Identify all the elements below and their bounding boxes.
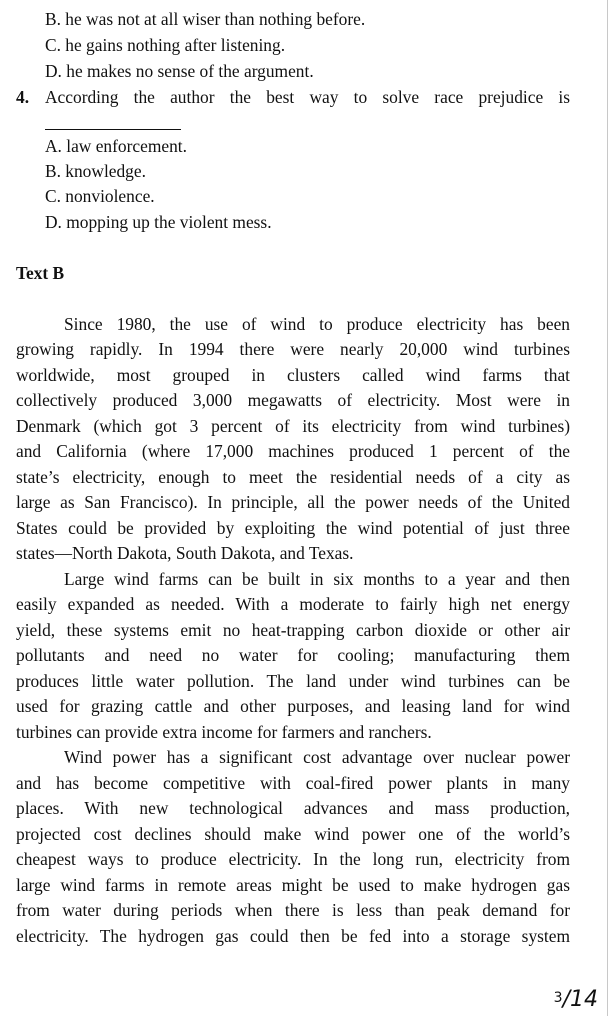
q3-option-d: D. he makes no sense of the argument. — [45, 61, 314, 81]
para2-line: yield, these systems emit no heat-trapping carbon dioxide or other air — [16, 620, 570, 640]
para1-line: worldwide, most grouped in clusters called wind farms that — [16, 365, 570, 385]
para2-line: turbines can provide extra income for farmers and ranchers. — [16, 722, 432, 742]
para3-line: and has become competitive with coal-fired power plants in many — [16, 773, 570, 793]
q3-option-c: C. he gains nothing after listening. — [45, 35, 286, 55]
para2-line: used for grazing cattle and other purposes, and leasing land for wind — [16, 696, 570, 716]
page-edge — [607, 0, 608, 1016]
para1-line: state’s electricity, enough to meet the residential needs of a city as — [16, 467, 570, 487]
q3-option-b: B. he was not at all wiser than nothing before. — [45, 9, 366, 29]
para1-line: states—North Dakota, South Dakota, and Texas. — [16, 543, 354, 563]
page-number: 3/14 — [553, 987, 598, 1012]
para3-line: electricity. The hydrogen gas could then be fed into a storage system — [16, 926, 570, 946]
para1-line: States could be provided by exploiting the wind potential of just three — [16, 518, 570, 538]
page-number-total: 14 — [570, 987, 598, 1012]
q4-option-b: B. knowledge. — [45, 161, 146, 181]
para2-line: Large wind farms can be built in six months to a year and then — [64, 569, 570, 589]
section-title: Text B — [16, 263, 65, 283]
para2-line: pollutants and need no water for cooling; manufacturing them — [16, 645, 570, 665]
para1-line: growing rapidly. In 1994 there were nearly 20,000 wind turbines — [16, 339, 570, 359]
para1-line: Denmark (which got 3 percent of its electricity from wind turbines) — [16, 416, 570, 436]
para3-line: cheapest ways to produce electricity. In the long run, electricity from — [16, 849, 570, 869]
para1-line: collectively produced 3,000 megawatts of electricity. Most were in — [16, 390, 570, 410]
para3-line: large wind farms in remote areas might be used to make hydrogen gas — [16, 875, 570, 895]
para1-line: and California (where 17,000 machines produced 1 percent of the — [16, 441, 570, 461]
para1-line: large as San Francisco). In principle, all the power needs of the United — [16, 492, 570, 512]
para3-line: from water during periods when there is less than peak demand for — [16, 900, 570, 920]
page-number-current: 3 — [553, 990, 563, 1006]
para2-line: produces little water pollution. The land under wind turbines can be — [16, 671, 570, 691]
para3-line: projected cost declines should make wind power one of the world’s — [16, 824, 570, 844]
para2-line: easily expanded as needed. With a moderate to fairly high net energy — [16, 594, 570, 614]
para1-line: Since 1980, the use of wind to produce electricity has been — [64, 314, 570, 334]
para3-line: Wind power has a significant cost advantage over nuclear power — [64, 747, 570, 767]
para3-line: places. With new technological advances and mass production, — [16, 798, 570, 818]
q4-option-d: D. mopping up the violent mess. — [45, 212, 272, 232]
q4-answer-blank — [45, 129, 181, 130]
q4-option-c: C. nonviolence. — [45, 186, 155, 206]
q4-option-a: A. law enforcement. — [45, 136, 187, 156]
q4-number: 4. — [16, 87, 30, 107]
q4-stem: According the author the best way to solve race prejudice is — [45, 87, 570, 107]
